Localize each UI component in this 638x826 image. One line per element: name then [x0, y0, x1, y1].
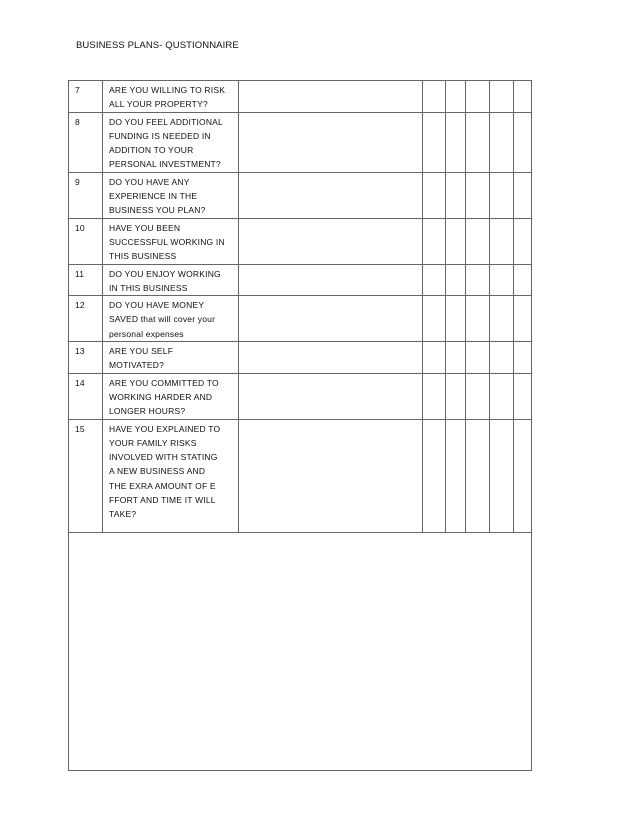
table-row: [69, 373, 532, 419]
rating-cell[interactable]: [446, 81, 466, 113]
rating-cell[interactable]: [466, 342, 490, 374]
rating-cell[interactable]: [423, 218, 446, 264]
rating-cell[interactable]: [466, 218, 490, 264]
rating-cell[interactable]: [446, 172, 466, 218]
rating-cell[interactable]: [466, 296, 490, 342]
question-text: HAVE YOU EXPLAINED TO YOUR FAMILY RISKS INVOLVED WITH STATING A NEW BUSINESS AND THE EXRA AMOUNT OF E FFORT AND TIME IT WILL TAKE?: [103, 419, 239, 532]
question-number: 13: [69, 342, 103, 374]
rating-cell[interactable]: [490, 172, 514, 218]
rating-cell[interactable]: [514, 264, 532, 296]
rating-cell[interactable]: [490, 81, 514, 113]
page-title: BUSINESS PLANS- QUSTIONNAIRE: [76, 40, 239, 51]
rating-cell[interactable]: [446, 218, 466, 264]
question-text: ARE YOU WILLING TO RISK ALL YOUR PROPERTY?: [103, 81, 239, 113]
question-number: 7: [69, 81, 103, 113]
question-text: HAVE YOU BEEN SUCCESSFUL WORKING IN THIS BUSINESS: [103, 218, 239, 264]
notes-box[interactable]: [69, 532, 532, 770]
answer-cell[interactable]: [239, 172, 423, 218]
question-number: 8: [69, 112, 103, 172]
table-row: [69, 342, 532, 374]
table-row: [69, 218, 532, 264]
rating-cell[interactable]: [466, 264, 490, 296]
questionnaire-body: [69, 81, 532, 771]
rating-cell[interactable]: [490, 218, 514, 264]
rating-cell[interactable]: [514, 172, 532, 218]
rating-cell[interactable]: [514, 112, 532, 172]
rating-cell[interactable]: [423, 112, 446, 172]
rating-cell[interactable]: [466, 419, 490, 532]
question-text: DO YOU ENJOY WORKING IN THIS BUSINESS: [103, 264, 239, 296]
rating-cell[interactable]: [490, 264, 514, 296]
rating-cell[interactable]: [423, 264, 446, 296]
rating-cell[interactable]: [490, 342, 514, 374]
question-number: 12: [69, 296, 103, 342]
table-row: [69, 264, 532, 296]
rating-cell[interactable]: [423, 81, 446, 113]
answer-cell[interactable]: [239, 218, 423, 264]
answer-cell[interactable]: [239, 342, 423, 374]
table-row: [69, 172, 532, 218]
answer-cell[interactable]: [239, 419, 423, 532]
rating-cell[interactable]: [466, 172, 490, 218]
answer-cell[interactable]: [239, 296, 423, 342]
question-text: ARE YOU COMMITTED TO WORKING HARDER AND LONGER HOURS?: [103, 373, 239, 419]
rating-cell[interactable]: [514, 81, 532, 113]
rating-cell[interactable]: [490, 419, 514, 532]
table-row: [69, 419, 532, 532]
rating-cell[interactable]: [446, 112, 466, 172]
rating-cell[interactable]: [446, 342, 466, 374]
rating-cell[interactable]: [514, 419, 532, 532]
rating-cell[interactable]: [490, 296, 514, 342]
question-number: 9: [69, 172, 103, 218]
rating-cell[interactable]: [423, 296, 446, 342]
question-text: DO YOU HAVE MONEY SAVED that will cover your personal expenses: [103, 296, 239, 342]
notes-row: [69, 532, 532, 770]
rating-cell[interactable]: [490, 373, 514, 419]
rating-cell[interactable]: [423, 373, 446, 419]
answer-cell[interactable]: [239, 264, 423, 296]
rating-cell[interactable]: [423, 419, 446, 532]
question-number: 15: [69, 419, 103, 532]
rating-cell[interactable]: [423, 342, 446, 374]
table-row: [69, 296, 532, 342]
question-number: 11: [69, 264, 103, 296]
question-text: ARE YOU SELF MOTIVATED?: [103, 342, 239, 374]
rating-cell[interactable]: [490, 112, 514, 172]
rating-cell[interactable]: [446, 373, 466, 419]
rating-cell[interactable]: [423, 172, 446, 218]
question-number: 10: [69, 218, 103, 264]
table-row: [69, 81, 532, 113]
question-text: DO YOU FEEL ADDITIONAL FUNDING IS NEEDED IN ADDITION TO YOUR PERSONAL INVESTMENT?: [103, 112, 239, 172]
rating-cell[interactable]: [514, 218, 532, 264]
rating-cell[interactable]: [446, 419, 466, 532]
answer-cell[interactable]: [239, 81, 423, 113]
question-text: DO YOU HAVE ANY EXPERIENCE IN THE BUSINESS YOU PLAN?: [103, 172, 239, 218]
answer-cell[interactable]: [239, 373, 423, 419]
rating-cell[interactable]: [514, 342, 532, 374]
questionnaire-table: [68, 80, 532, 771]
table-row: [69, 112, 532, 172]
rating-cell[interactable]: [514, 373, 532, 419]
rating-cell[interactable]: [446, 296, 466, 342]
rating-cell[interactable]: [446, 264, 466, 296]
answer-cell[interactable]: [239, 112, 423, 172]
question-number: 14: [69, 373, 103, 419]
rating-cell[interactable]: [514, 296, 532, 342]
rating-cell[interactable]: [466, 373, 490, 419]
rating-cell[interactable]: [466, 112, 490, 172]
rating-cell[interactable]: [466, 81, 490, 113]
